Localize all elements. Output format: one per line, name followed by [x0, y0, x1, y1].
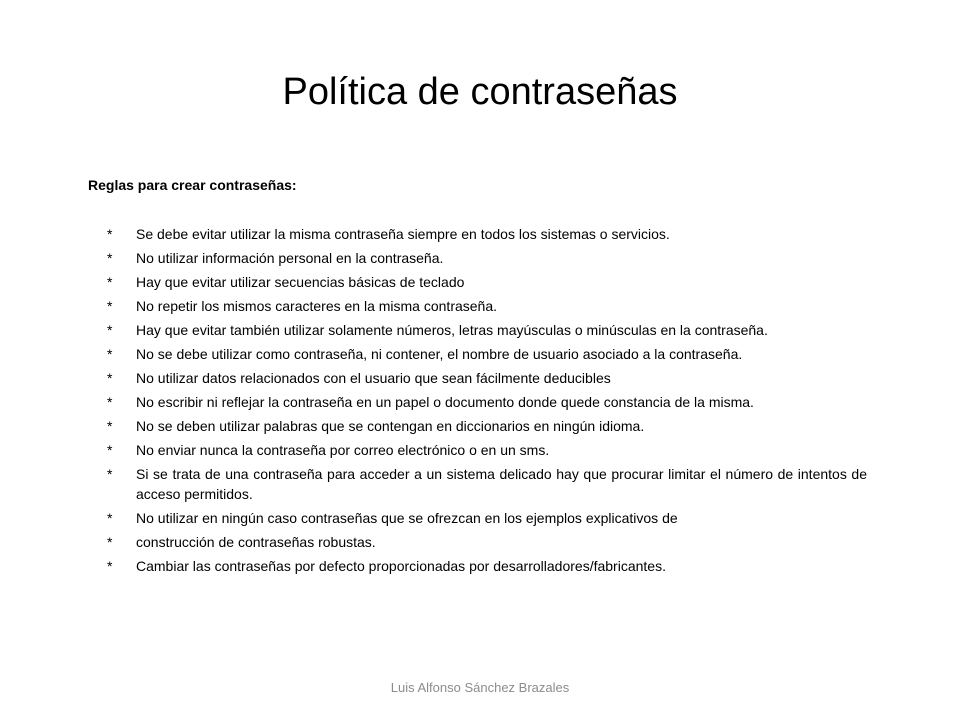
- rule-text: Se debe evitar utilizar la misma contraseña siempre en todos los sistemas o servicios.: [136, 226, 670, 242]
- rule-text: No utilizar en ningún caso contraseñas que se ofrezcan en los ejemplos explicativos de: [136, 510, 678, 526]
- rule-text: construcción de contraseñas robustas.: [136, 534, 376, 550]
- bullet-marker: *: [107, 558, 113, 574]
- list-item: [107, 508, 867, 528]
- slide-title: Política de contraseñas: [282, 71, 678, 113]
- rule-text: Si se trata de una contraseña para acceder a un sistema delicado hay que procurar limitar el número de intentos de acceso permitidos.: [136, 466, 867, 502]
- list-item: [107, 248, 867, 268]
- rule-text: No se debe utilizar como contraseña, ni contener, el nombre de usuario asociado a la contraseña.: [136, 346, 743, 362]
- list-item: [107, 272, 867, 292]
- footer-author: Luis Alfonso Sánchez Brazales: [390, 680, 570, 695]
- list-item: [107, 440, 867, 460]
- list-item: [107, 224, 867, 244]
- rule-text: No repetir los mismos caracteres en la misma contraseña.: [136, 298, 498, 314]
- list-item: [107, 556, 867, 576]
- rule-text: Cambiar las contraseñas por defecto proporcionadas por desarrolladores/fabricantes.: [136, 558, 666, 574]
- bullet-marker: *: [107, 226, 113, 242]
- bullet-marker: *: [107, 510, 113, 526]
- rule-text: Hay que evitar utilizar secuencias básicas de teclado: [136, 274, 465, 290]
- bullet-marker: *: [107, 274, 113, 290]
- bullet-marker: *: [107, 466, 113, 482]
- rules-list: [107, 224, 867, 580]
- list-item: [107, 532, 867, 552]
- rule-text: No escribir ni reflejar la contraseña en un papel o documento donde quede constancia de la misma.: [136, 394, 754, 410]
- bullet-marker: *: [107, 322, 113, 338]
- list-item: [107, 368, 867, 388]
- bullet-marker: *: [107, 534, 113, 550]
- rule-text: No se deben utilizar palabras que se contengan en diccionarios en ningún idioma.: [136, 418, 645, 434]
- list-item: [107, 464, 867, 504]
- bullet-marker: *: [107, 442, 113, 458]
- bullet-marker: *: [107, 418, 113, 434]
- rule-text: No enviar nunca la contraseña por correo electrónico o en un sms.: [136, 442, 550, 458]
- bullet-marker: *: [107, 370, 113, 386]
- list-item: [107, 344, 867, 364]
- bullet-marker: *: [107, 250, 113, 266]
- rule-text: No utilizar información personal en la contraseña.: [136, 250, 444, 266]
- rule-text: No utilizar datos relacionados con el usuario que sean fácilmente deducibles: [136, 370, 611, 386]
- list-item: [107, 320, 867, 340]
- bullet-marker: *: [107, 394, 113, 410]
- list-item: [107, 392, 867, 412]
- bullet-marker: *: [107, 346, 113, 362]
- list-item: [107, 296, 867, 316]
- rule-text: Hay que evitar también utilizar solamente números, letras mayúsculas o minúsculas en la contraseña.: [136, 322, 768, 338]
- bullet-marker: *: [107, 298, 113, 314]
- list-item: [107, 416, 867, 436]
- slide-subtitle: Reglas para crear contraseñas:: [88, 177, 297, 193]
